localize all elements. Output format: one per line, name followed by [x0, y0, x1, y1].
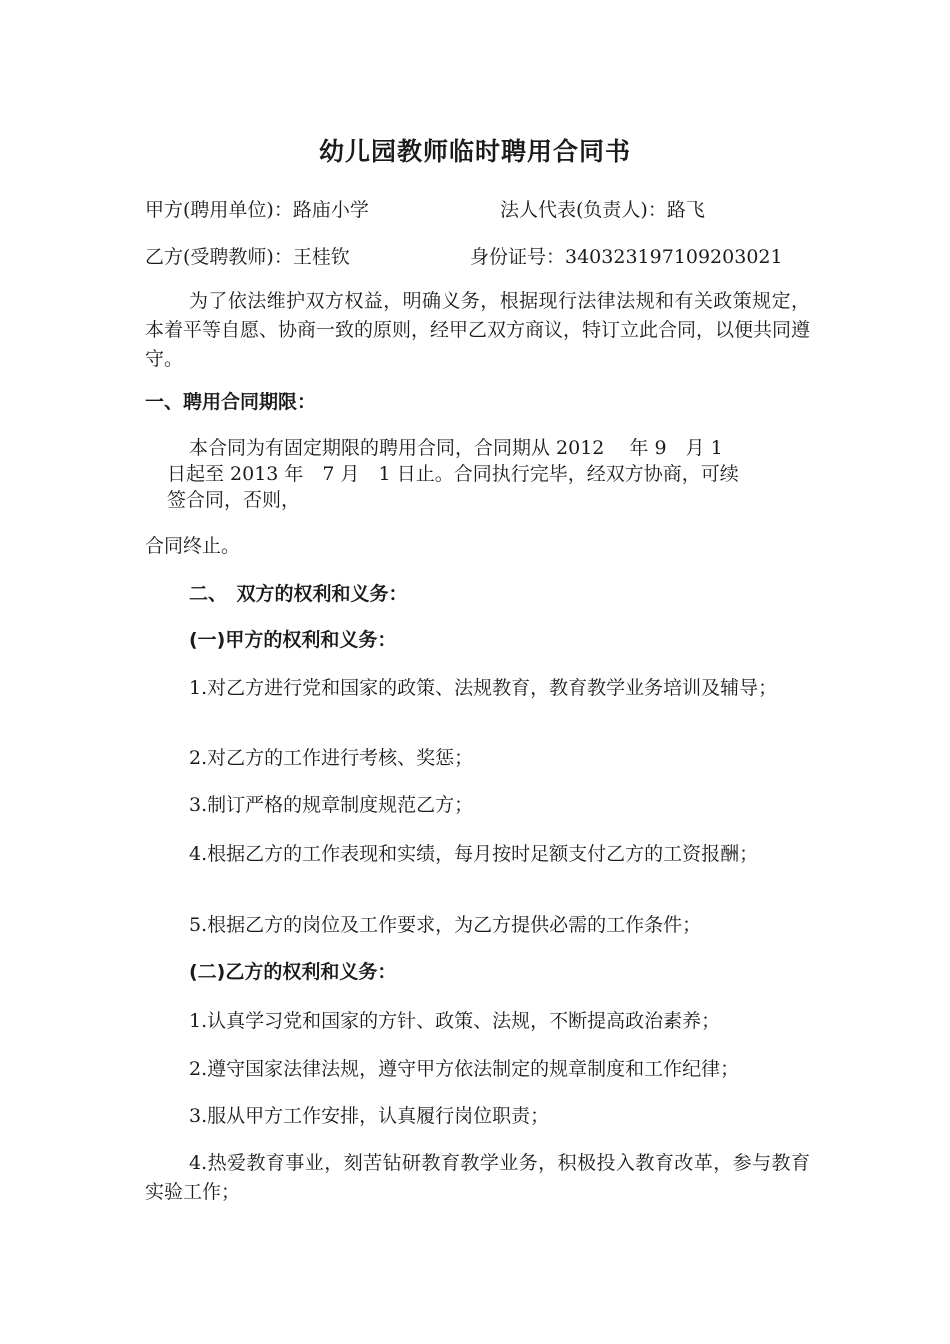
a-item-4: 4.根据乙方的工作表现和实绩，每月按时足额支付乙方的工资报酬； — [189, 843, 759, 865]
party-a: 甲方(聘用单位)：路庙小学 — [145, 199, 369, 221]
section1-end: 合同终止。 — [145, 535, 241, 557]
b-item-2: 2.遵守国家法律法规，遵守甲方依法制定的规章制度和工作纪律； — [189, 1058, 740, 1080]
b-item-1: 1.认真学习党和国家的方针、政策、法规，不断提高政治素养； — [189, 1010, 721, 1032]
sub-b-heading: (二)乙方的权利和义务： — [189, 961, 397, 983]
id-number: 身份证号：340323197109203021 — [470, 246, 783, 268]
a-item-1: 1.对乙方进行党和国家的政策、法规教育，教育教学业务培训及辅导； — [189, 677, 778, 699]
section1-line-1: 本合同为有固定期限的聘用合同，合同期从 2012 年 9 月 1 — [189, 437, 723, 459]
b-item-4: 4.热爱教育事业，刻苦钻研教育教学业务，积极投入教育改革，参与教育实验工作； — [145, 1152, 810, 1203]
section1-line-3: 签合同，否则， — [167, 489, 301, 511]
section1-line-2: 日起至 2013 年 7 月 1 日止。合同执行完毕，经双方协商，可续 — [167, 463, 739, 485]
document-title: 幼儿园教师临时聘用合同书 — [318, 137, 631, 166]
a-item-2: 2.对乙方的工作进行考核、奖惩； — [189, 747, 474, 769]
party-b: 乙方(受聘教师)：王桂钦 — [145, 246, 350, 268]
a-item-3: 3.制订严格的规章制度规范乙方； — [189, 794, 474, 816]
sub-a-heading: (一)甲方的权利和义务： — [189, 629, 397, 651]
legal-representative: 法人代表(负责人)：路飞 — [500, 199, 705, 221]
section2-heading: 二、 双方的权利和义务： — [189, 583, 408, 605]
section1-heading: 一、聘用合同期限： — [145, 391, 317, 413]
intro-paragraph: 为了依法维护双方权益，明确义务，根据现行法律法规和有关政策规定，本着平等自愿、协商一致的原则，经甲乙双方商议，特订立此合同，以便共同遵守。 — [145, 290, 811, 370]
a-item-5: 5.根据乙方的岗位及工作要求，为乙方提供必需的工作条件； — [189, 914, 702, 936]
b-item-3: 3.服从甲方工作安排，认真履行岗位职责； — [189, 1105, 550, 1127]
